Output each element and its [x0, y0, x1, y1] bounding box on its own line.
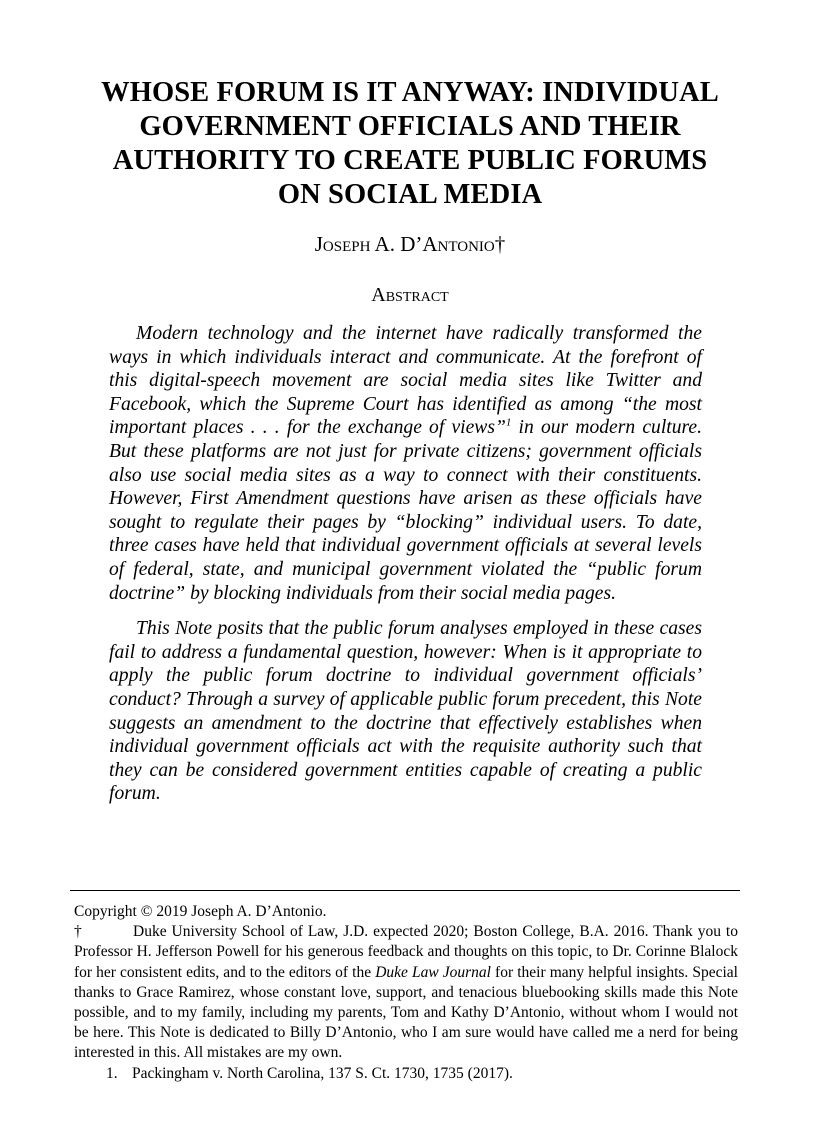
footnote-reference: 1 [505, 416, 512, 429]
title-line: AUTHORITY TO CREATE PUBLIC FORUMS [112, 145, 708, 176]
title-line: ON SOCIAL MEDIA [277, 179, 543, 210]
footnote-number: 1. [106, 1064, 118, 1082]
abstract-text: in our modern culture. But these platforms are not just for private citizens; government officials also use social media sites as a way to connect with their constituents. However, First Amendment questions have arisen as these officials have sought to regulate their pages by “blocking” individual users. To date, three cases have held that individual government officials at several levels of federal, state, and municipal government violated the “public forum doctrine” by blocking individuals from their social media pages. [109, 417, 703, 604]
abstract-paragraph-2: This Note posits that the public forum analyses employed in these cases fail to address a fundamental question, however: When is it appropriate to apply the public forum doctrine to individual government officials’ conduct? Through a survey of applicable public forum precedent, this Note suggests an amendment to the doctrine that effectively establishes when individual government officials act with the requisite authority such that they can be considered government entities capable of creating a public forum. [109, 618, 702, 805]
abstract-body [109, 322, 702, 806]
footnotes [74, 902, 738, 1084]
author-footnote [74, 922, 738, 1063]
footnote-text: Packingham v. North Carolina, 137 S. Ct. 1730, 1735 (2017). [132, 1064, 513, 1082]
abstract-paragraph-1 [109, 322, 702, 605]
footnote-divider [70, 890, 740, 891]
abstract-heading: Abstract [371, 284, 449, 306]
journal-name: Duke Law Journal [375, 963, 491, 981]
abstract-text: Modern technology and the internet have radically transformed the ways in which individuals interact and communicate. At the forefront of this digital-speech movement are social media sites like Twitter and Facebook, which the Supreme Court has identified as among “the most important places . . . for the exchange of views” [109, 323, 702, 439]
author-name: Joseph A. D’Antonio† [314, 232, 506, 256]
dagger-mark: † [74, 923, 82, 941]
copyright-notice: Copyright © 2019 Joseph A. D’Antonio. [74, 903, 327, 920]
author-footnote-text: Duke University School of Law, J.D. expected 2020; Boston College, B.A. 2016. Thank you to Professor H. Jefferson Powell for his generous feedback and thoughts on this topic, to Dr. Corinne Blalock for her consistent edits, and to the editors of the [74, 923, 738, 981]
footnote-1 [74, 1064, 738, 1084]
paper-title [60, 76, 760, 212]
title-line: WHOSE FORUM IS IT ANYWAY: INDIVIDUAL [101, 77, 719, 108]
author-footnote-text: for their many helpful insights. Special thanks to Grace Ramirez, whose constant love, support, and tenacious bluebooking skills made this Note possible, and to my family, including my parents, Tom and Kathy D’Antonio, without whom I would not be here. This Note is dedicated to Billy D’Antonio, who I am sure would have called me a nerd for being interested in this. All mistakes are my own. [74, 963, 738, 1062]
title-line: GOVERNMENT OFFICIALS AND THEIR [139, 111, 681, 142]
